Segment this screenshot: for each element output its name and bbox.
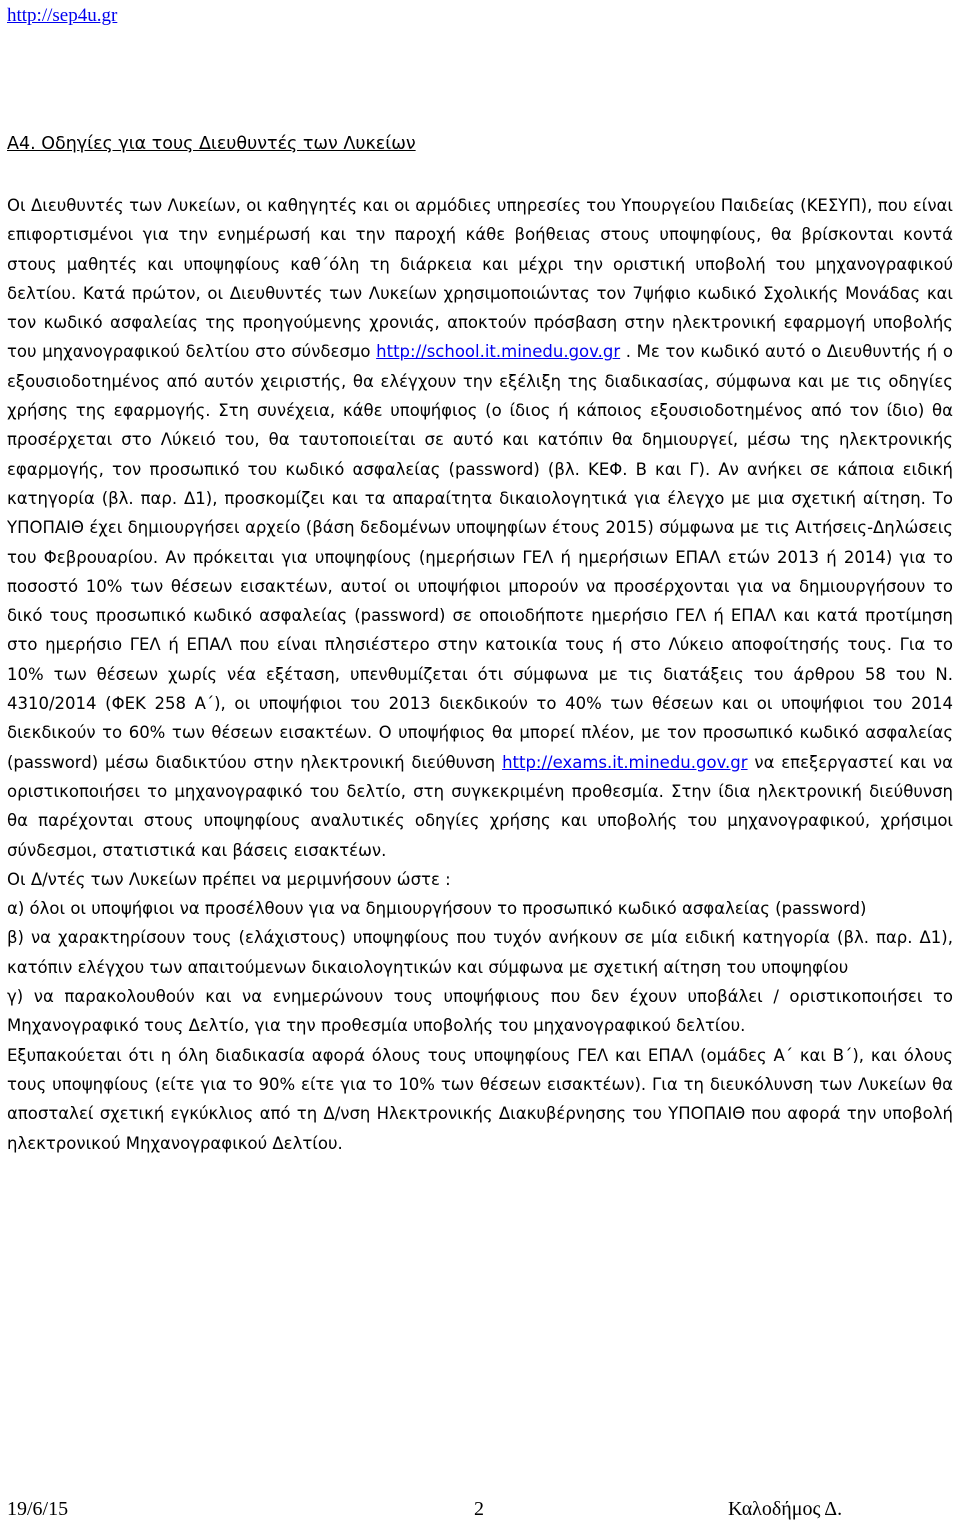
directors-intro: Οι Δ/ντές των Λυκείων πρέπει να μεριμνήσουν ώστε : bbox=[7, 869, 451, 889]
exams-link[interactable]: http://exams.it.minedu.gov.gr bbox=[502, 752, 748, 772]
section-title: Α4. Οδηγίες για τους Διευθυντές των Λυκείων bbox=[7, 134, 416, 154]
school-link[interactable]: http://school.it.minedu.gov.gr bbox=[376, 342, 621, 362]
footer-page-number: 2 bbox=[474, 1498, 484, 1520]
intro-text-part3: να επεξεργαστεί και να οριστικοποιήσει το μηχανογραφικό του δελτίο, στη συγκεκριμένη προθεσμία. Στην ίδια ηλεκτρονική διεύθυνση θα παρέχονται στους υποψηφίους αναλυτικές οδηγίες χρήσης και υποβολής του μηχανογραφικού, χρήσιμοι σύνδεσμοι, στατιστικά και βάσεις εισακτέων. bbox=[7, 752, 953, 860]
list-item-b: β) να χαρακτηρίσουν τους (ελάχιστους) υποψηφίους που τυχόν ανήκουν σε μία ειδική κατηγορία (βλ. παρ. Δ1), κατόπιν ελέγχου των απαιτούμενων δικαιολογητικών και σύμφωνα με σχετική αίτηση του υποψηφίου bbox=[7, 928, 953, 977]
list-item-a: α) όλοι οι υποψήφιοι να προσέλθουν για να δημιουργήσουν το προσωπικό κωδικό ασφαλείας (password) bbox=[7, 899, 867, 919]
intro-paragraph bbox=[7, 191, 953, 865]
document-body bbox=[7, 191, 953, 1158]
list-item-c: γ) να παρακολουθούν και να ενημερώνουν τους υποψήφιους που δεν έχουν υποβάλει / οριστικοποιήσει το Μηχανογραφικό τους Δελτίο, για την προθεσμία υποβολής του μηχανογραφικού δελτίου. bbox=[7, 987, 953, 1036]
footer-date: 19/6/15 bbox=[7, 1498, 69, 1520]
intro-text-part2: . Με τον κωδικό αυτό ο Διευθυντής ή ο εξουσιοδοτημένος από αυτόν χειριστής, θα ελέγχουν την εξέλιξη της διαδικασίας, σύμφωνα και με τις οδηγίες χρήσης της εφαρμογής. Στη συνέχεια, κάθε υποψήφιος (ο ίδιος ή κάποιος εξουσιοδοτημένος από τον ίδιο) θα προσέρχεται στο Λύκειό του, θα ταυτοποιείται σε αυτό και κατόπιν θα δημιουργεί, μέσω της ηλεκτρονικής εφαρμογής, τον προσωπικό του κωδικό ασφαλείας (password) (βλ. ΚΕΦ. Β και Γ). Αν ανήκει σε κάποια ειδική κατηγορία (βλ. παρ. Δ1), προσκομίζει και τα απαραίτητα δικαιολογητικά για έλεγχο με μια σχετική αίτηση. Το ΥΠΟΠΑΙΘ έχει δημιουργήσει αρχείο (βάση δεδομένων υποψηφίων έτους 2015) σύμφωνα με τις Αιτήσεις-Δηλώσεις του Φεβρουαρίου. Αν πρόκειται για υποψηφίους (ημερήσιων ΓΕΛ ή ημερήσιων ΕΠΑΛ ετών 2013 ή 2014) για το ποσοστό 10% των θέσεων εισακτέων, αυτοί οι υποψήφιοι μπορούν να προσέρχονται για να δημιουργήσουν το δικό τους προσωπικό κωδικό ασφαλείας (password) σε οποιοδήποτε ημερήσιο ΓΕΛ ή ΕΠΑΛ και κατά προτίμηση στο ημερήσιο ΓΕΛ ή ΕΠΑΛ που είναι πλησιέστερο στην κατοικία τους ή στο Λύκειο αποφοίτησής τους. Για το 10% των θέσεων χωρίς νέα εξέταση, υπενθυμίζεται ότι σύμφωνα με τις διατάξεις του άρθρου 58 του Ν. 4310/2014 (ΦΕΚ 258 Α΄), οι υποψήφιοι του 2013 διεκδικούν το 40% των θέσεων και οι υποψήφιοι του 2014 διεκδικούν το 60% των θέσεων εισακτέων. Ο υποψήφιος θα μπορεί πλέον, με τον προσωπικό κωδικό ασφαλείας (password) μέσω διαδικτύου στην ηλεκτρονική διεύθυνση bbox=[7, 342, 953, 772]
closing-paragraph: Εξυπακούεται ότι η όλη διαδικασία αφορά όλους τους υποψηφίους ΓΕΛ και ΕΠΑΛ (ομάδες Α΄ και Β΄), και όλους τους υποψηφίους (είτε για το 90% είτε για το 10% των θέσεων εισακτέων). Για τη διευκόλυνση των Λυκείων θα αποσταλεί σχετική εγκύκλιος από τη Δ/νση Ηλεκτρονικής Διακυβέρνησης του ΥΠΟΠΑΙΘ που αφορά την υποβολή ηλεκτρονικού Μηχανογραφικού Δελτίου. bbox=[7, 1045, 953, 1153]
footer-author: Καλοδήμος Δ. bbox=[728, 1498, 843, 1520]
intro-text-part1: Οι Διευθυντές των Λυκείων, οι καθηγητές και οι αρμόδιες υπηρεσίες του Υπουργείου Παιδείας (ΚΕΣΥΠ), που είναι επιφορτισμένοι για την ενημέρωσή και την παροχή κάθε βοήθειας στους υποψηφίους, θα βρίσκονται κοντά στους μαθητές και υποψηφίους καθ΄όλη τη διάρκεια και μέχρι την οριστική υποβολή του μηχανογραφικού δελτίου. Κατά πρώτον, οι Διευθυντές των Λυκείων χρησιμοποιώντας τον 7ψήφιο κωδικό Σχολικής Μονάδας και τον κωδικό ασφαλείας της προηγούμενης χρονιάς, αποκτούν πρόσβαση στην ηλεκτρονική εφαρμογή υποβολής του μηχανογραφικού δελτίου στο σύνδεσμο bbox=[7, 196, 953, 362]
site-link[interactable]: http://sep4u.gr bbox=[7, 5, 118, 26]
